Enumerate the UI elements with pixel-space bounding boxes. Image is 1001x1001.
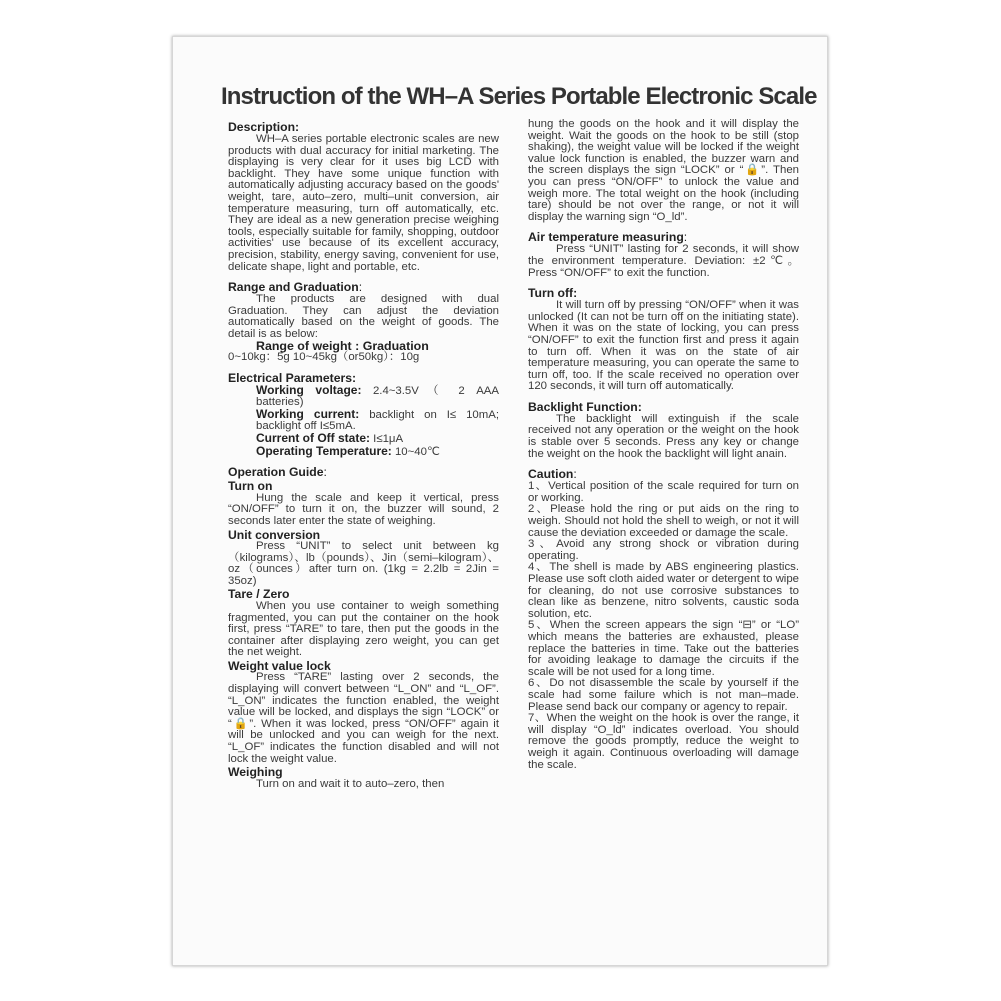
voltage-value: 2.4~3.5V（ 2 AAA batteries) <box>256 384 499 409</box>
operation-guide-section: Operation Guide: Turn on Hung the scale and keep it vertical, press “ON/OFF” to turn it on, the buzzer will sound, 2 seconds later enter the state of weighing. Unit conversion Press “UNIT” to select unit between kg（kilograms）、lb（pounds）、Jin（semi–kilogram）、oz（ounces）after turn on. (1kg = 2.2lb = 2Jin = 35oz) Tare / Zero When you use container to weigh something fragmented, you can put the container on the hook first, press “TARE” to tare, then put the goods in the container after displaying zero weight, you can get the net weight. Weight value lock Press “TARE” lasting over 2 seconds, the displaying will convert between “L_ON” and “L_OF”. “L_ON” indicates the function enabled, the weight value will be locked, and displays the sign “LOCK” or “🔒”. When it was locked, press “ON/OFF” again it will be unlocked and you can weigh for the next. “L_OF” indicates the function disabled and will not lock the weight value. Weighing Turn on and wait it to auto–zero, then <box>228 465 499 790</box>
caution-item: 1、Vertical position of the scale required for turn on or working. <box>528 480 799 504</box>
description-text: WH–A series portable electronic scales are new products with dual accuracy for initial marketing. The displaying is very clear for it uses big LCD with backlight. They have some unique function with automatically adjusting accuracy based on the goods' weight, tare, auto–zero, multi–unit conversion, air temperature measuring, turn off automatically, etc. They are ideal as a new generation precise weighing tools, especially suitable for family, shopping, outdoor activities' use because of its excellent accuracy, precision, stability, energy saving, convenient for use, delicate shape, light and portable, etc. <box>228 133 499 273</box>
electrical-heading: Electrical Parameters <box>228 370 352 385</box>
electrical-section: Electrical Parameters: Working voltage: 2.4~3.5V（ 2 AAA batteries) Working current: backlight on I≤ 10mA; backlight off I≤5mA. Current of Off state: I≤1μA Operating Temperature: 10~40℃ <box>228 370 500 458</box>
unit-conversion-text: Press “UNIT” to select unit between kg（kilograms）、lb（pounds）、Jin（semi–kilogram）、oz（ounces）after turn on. (1kg = 2.2lb = 2Jin = 35oz) <box>228 540 499 587</box>
caution-item: 4、The shell is made by ABS engineering plastics. Please use soft cloth aided water or detergent to wipe for cleaning, do not use corrosive substances to clean like as benzene, nitro solvents, caustic soda solution, etc. <box>528 561 800 620</box>
voltage-row <box>228 382 499 409</box>
weight-lock-text: Press “TARE” lasting over 2 seconds, the displaying will convert between “L_ON” and “L_OF”. “L_ON” indicates the function enabled, the weight value will be locked, and displays the sign “LOCK” or “🔒”. When it was locked, press “ON/OFF” again it will be unlocked and you can weigh for the next. “L_OF” indicates the function disabled and will not lock the weight value. <box>228 671 499 765</box>
backlight-section: Backlight Function: The backlight will extinguish if the scale received not any operation or the weight on the hook is stable over 5 seconds. Press any key or change the weight on the hook the backlight will light anain. <box>528 399 799 460</box>
caution-item: 3、Avoid any strong shock or vibration during operating. <box>528 538 799 562</box>
backlight-heading: Backlight Function <box>528 399 638 414</box>
off-current-label: Current of Off state: <box>256 431 370 446</box>
caution-section: Caution: 1、Vertical position of the scale required for turn on or working. 2、Please hold the ring or put aids on the ring to weigh. Should not hold the shell to weigh, or not it will cause the deviation exceeded or damage the scale. 3、Avoid any strong shock or vibration during operating. 4、The shell is made by ABS engineering plastics. Please use soft cloth aided water or detergent to wipe for cleaning, do not use corrosive substances to clean like as benzene, nitro solvents, caustic soda solution, etc. 5、When the screen appears the sign “⊟” or “LO” which means the batteries are exhausted, please replace the batteries in time. Take out the batteries for avoiding leakage to damage the circuits if the scale will be not used for a long time. 6、Do not disassemble the scale by yourself if the scale had some failure which is not man–made. Please send back our company or agency to repair. 7、When the weight on the hook is over the range, it will display “O_ld” indicates overload. You should remove the goods promptly, reduce the weight to weigh it again. Continuous overloading will damage the scale. <box>528 467 800 771</box>
operation-guide-heading: Operation Guide <box>228 465 324 480</box>
tare-zero-text: When you use container to weigh something fragmented, you can put the container on the hook first, press “TARE” to tare, then put the goods in the container after displaying zero weight, you can get the net weight. <box>228 599 499 659</box>
air-temperature-heading: Air temperature measuring <box>528 230 684 245</box>
backlight-text: The backlight will extinguish if the scale received not any operation or the weight on the hook is stable over 5 seconds. Press any key or change the weight on the hook the backlight will light anain. <box>528 412 799 460</box>
turn-on-text: Hung the scale and keep it vertical, press “ON/OFF” to turn it on, the buzzer will sound, 2 seconds later enter the state of weighing. <box>228 491 499 527</box>
weighing-continued: hung the goods on the hook and it will display the weight. Wait the goods on the hook to be still (stop shaking), the weight value will be locked if the weight value lock function is enabled, the buzzer warn and the screen displays the sign “LOCK” or “🔒”. Then you can press “ON/OFF” to unlock the value and weigh more. The total weight on the hook (including tare) should be not over the range, or not it will display the warning sign “O_ld”. <box>528 118 799 223</box>
unit-conversion-heading: Unit conversion <box>228 527 321 542</box>
air-temperature-section: Air temperature measuring: Press “UNIT” lasting for 2 seconds, it will show the environment temperature. Deviation: ±2℃。Press “ON/OFF” to exit the function. <box>528 230 799 279</box>
caution-item: 6、Do not disassemble the scale by yourself if the scale had some failure which is not man–made. Please send back our company or agency to repair. <box>528 677 799 713</box>
range-text: The products are designed with dual Graduation. They can adjust the deviation automatically based on the weight of goods. The detail is as below: <box>228 293 499 340</box>
instruction-sheet <box>172 36 828 966</box>
current-value: backlight on I≤ 10mA; backlight off I≤5mA. <box>256 408 500 433</box>
turn-off-heading: Turn off <box>528 286 574 301</box>
description-heading: Description <box>228 120 296 134</box>
air-temperature-text: Press “UNIT” lasting for 2 seconds, it will show the environment temperature. Deviation: ±2℃。Press “ON/OFF” to exit the function. <box>528 243 799 279</box>
weight-lock-heading: Weight value lock <box>228 658 331 673</box>
turn-on-heading: Turn on <box>228 479 273 494</box>
document-title: Instruction of the WH–A Series Portable Electronic Scale <box>221 83 817 110</box>
range-table-row: 0~10kg：5g 10~45kg（or50kg）：10g <box>228 351 420 364</box>
turn-off-text: It will turn off by pressing “ON/OFF” when it was unlocked (It can not be turn off on the initiating state). When it was on the state of locking, you can press “ON/OFF” to exit the function first and press it again to turn off. When it was on the state of air temperature measuring, you can operate the same to turn off, too. If the scale received no operation over 120 seconds, it will turn off automatically. <box>528 299 799 393</box>
caution-item: 5、When the screen appears the sign “⊟” or “LO” which means the batteries are exhausted, please replace the batteries in time. Take out the batteries for avoiding leakage to damage the circuits if the scale will be not used for a long time. <box>528 619 799 678</box>
current-row <box>228 406 500 433</box>
caution-heading: Caution <box>528 467 574 482</box>
weighing-heading: Weighing <box>228 765 283 780</box>
temperature-row <box>228 443 499 459</box>
temperature-value: 10~40℃ <box>391 445 440 458</box>
range-table-head: Range of weight : Graduation <box>256 338 429 353</box>
weighing-text: Turn on and wait it to auto–zero, then <box>256 777 445 790</box>
caution-item: 2、Please hold the ring or put aids on the ring to weigh. Should not hold the shell to weigh, or not it will cause the deviation exceeded or damage the scale. <box>528 503 799 539</box>
turn-off-section: Turn off: It will turn off by pressing “ON/OFF” when it was unlocked (It can not be turn off on the initiating state). When it was on the state of locking, you can press “ON/OFF” to exit the function first and press it again to turn off. When it was on the state of air temperature measuring, you can operate the same to turn off, too. If the scale received no operation over 120 seconds, it will turn off automatically. <box>528 286 799 393</box>
current-label: Working current: <box>256 406 360 421</box>
left-column <box>228 121 499 798</box>
off-current-value: I≤1μA <box>370 433 404 446</box>
right-column <box>528 119 799 779</box>
tare-zero-heading: Tare / Zero <box>228 587 290 602</box>
description-section: Description: WH–A series portable electronic scales are new products with dual accuracy for initial marketing. The displaying is very clear for it uses big LCD with backlight. They have some unique function with automatically adjusting accuracy based on the goods' weight, tare, auto–zero, multi–unit conversion, air temperature measuring, turn off automatically, etc. They are ideal as a new generation precise weighing tools, especially suitable for family, shopping, outdoor activities' use because of its excellent accuracy, precision, stability, energy saving, convenient for use, delicate shape, light and portable, etc. <box>228 120 499 273</box>
temperature-label: Operating Temperature: <box>256 443 392 458</box>
range-section: Range and Graduation: The products are designed with dual Graduation. They can adjust the deviation automatically based on the weight of goods. The detail is as below: Range of weight : Graduation 0~10kg：5g 10~45kg（or50kg）：10g <box>228 280 499 364</box>
voltage-label: Working voltage: <box>256 382 362 397</box>
caution-item: 7、When the weight on the hook is over the range, it will display “O_ld” indicates overload. You should remove the goods promptly, reduce the weight to weigh it again. Continuous overloading will damage the scale. <box>528 712 799 771</box>
range-heading: Range and Graduation <box>228 280 359 295</box>
